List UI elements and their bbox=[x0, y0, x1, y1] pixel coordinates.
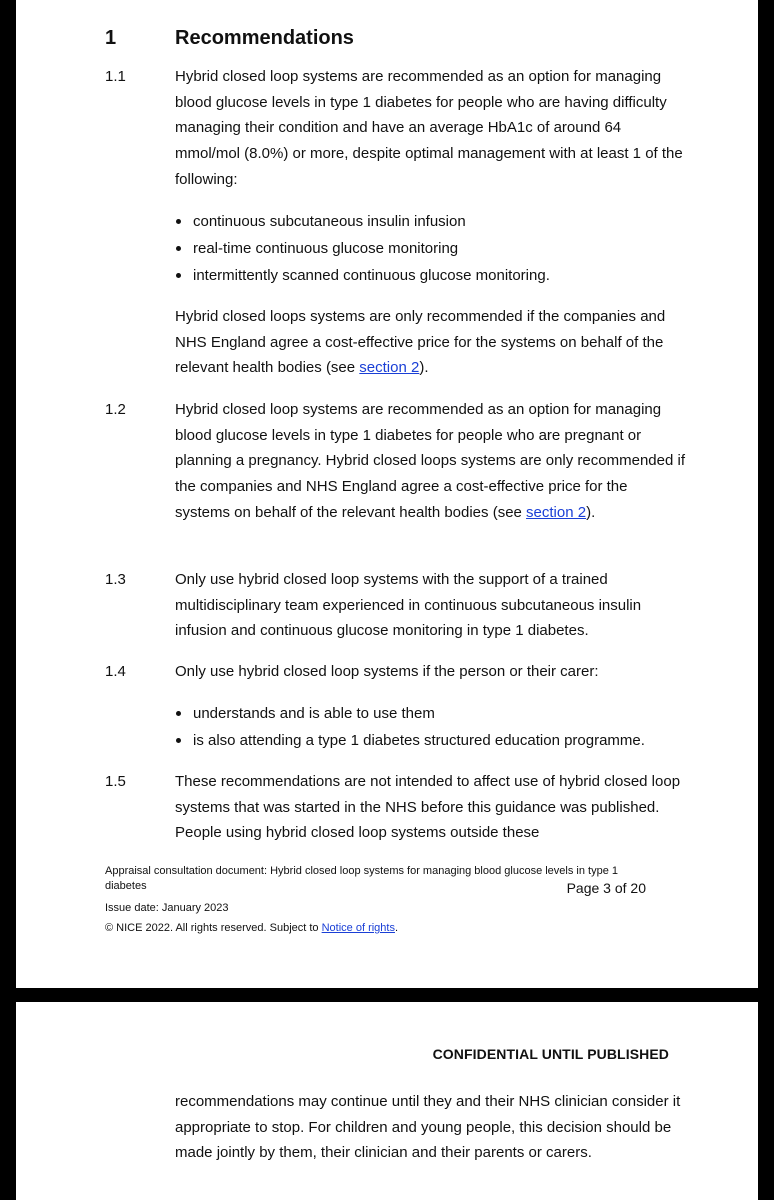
confidential-header: CONFIDENTIAL UNTIL PUBLISHED bbox=[432, 1046, 669, 1062]
rec-number-1-4: 1.4 bbox=[105, 663, 126, 680]
rec-1-4-bullet-list bbox=[175, 700, 685, 754]
rec-text-1-5 bbox=[175, 769, 685, 846]
page-number: Page 3 of 20 bbox=[566, 880, 646, 896]
document-page-4 bbox=[16, 1002, 758, 1200]
section-2-link[interactable]: section 2 bbox=[526, 503, 587, 521]
rec-1-1-bullet-list bbox=[175, 208, 685, 289]
rec-text-1-1 bbox=[175, 64, 685, 193]
rec-paragraph: Hybrid closed loop systems are recommended as an option for managing blood glucose levels in type 1 diabetes for people who are having difficulty managing their condition and have an average HbA1c of around 64 mmol/mol (8.0%) or more, despite optimal management with at least 1 of the following: bbox=[175, 68, 683, 188]
footer-document-title: Appraisal consultation document: Hybrid closed loop systems for managing blood glucose levels in type 1 diabetes bbox=[105, 865, 619, 892]
list-item: understands and is able to use them bbox=[175, 700, 685, 727]
rec-number-1-3: 1.3 bbox=[105, 571, 126, 588]
document-page-3 bbox=[16, 0, 758, 988]
text-span: Hybrid closed loops systems are only recommended if the companies and NHS England agree a cost-effective price for the systems on behalf of the relevant health bodies (see bbox=[175, 308, 666, 377]
list-item: is also attending a type 1 diabetes structured education programme. bbox=[175, 727, 685, 754]
rec-paragraph: Only use hybrid closed loop systems if the person or their carer: bbox=[175, 663, 599, 680]
rec-text-1-2 bbox=[175, 397, 685, 526]
rec-paragraph: Only use hybrid closed loop systems with the support of a trained multidisciplinary team experienced in continuous subcutaneous insulin infusion and continuous glucose monitoring in type 1 diabetes. bbox=[175, 571, 642, 640]
continued-text bbox=[175, 1089, 685, 1166]
rec-1-1-followup bbox=[175, 304, 685, 381]
text-span: Hybrid closed loop systems are recommended as an option for managing blood glucose levels in type 1 diabetes for people who are pregnant or planning a pregnancy. Hybrid closed loops systems are only recommended if the companies and NHS England agree a cost-effective price for the systems on behalf of the relevant health bodies (see bbox=[175, 401, 685, 521]
rec-number-1-1: 1.1 bbox=[105, 68, 126, 85]
text-span: . bbox=[394, 922, 399, 934]
section-title: Recommendations bbox=[175, 27, 354, 49]
rec-number-1-5: 1.5 bbox=[105, 773, 126, 790]
page-footer bbox=[105, 864, 665, 936]
footer-issue-date: Issue date: January 2023 bbox=[105, 902, 229, 914]
list-item: continuous subcutaneous insulin infusion bbox=[175, 208, 685, 235]
list-item: real-time continuous glucose monitoring bbox=[175, 235, 685, 262]
footer-copyright bbox=[105, 921, 665, 936]
rec-paragraph bbox=[175, 397, 685, 526]
list-item: intermittently scanned continuous glucose monitoring. bbox=[175, 262, 685, 289]
text-span: ). bbox=[586, 503, 596, 521]
rec-paragraph: recommendations may continue until they and their NHS clinician consider it appropriate to stop. For children and young people, this decision should be made jointly by them, their clinician and their parents or carers. bbox=[175, 1093, 681, 1162]
rec-text-1-4 bbox=[175, 659, 685, 685]
rec-paragraph: These recommendations are not intended to affect use of hybrid closed loop systems that was started in the NHS before this guidance was published. People using hybrid closed loop systems outside these bbox=[175, 773, 681, 842]
notice-of-rights-link[interactable]: Notice of rights bbox=[321, 922, 395, 934]
rec-text-1-3 bbox=[175, 567, 685, 644]
text-span: © NICE 2022. All rights reserved. Subject to bbox=[105, 922, 322, 934]
section-number: 1 bbox=[105, 27, 117, 49]
rec-number-1-2: 1.2 bbox=[105, 401, 126, 418]
section-2-link[interactable]: section 2 bbox=[359, 359, 420, 377]
rec-paragraph bbox=[175, 304, 685, 381]
text-span: ). bbox=[419, 359, 429, 377]
